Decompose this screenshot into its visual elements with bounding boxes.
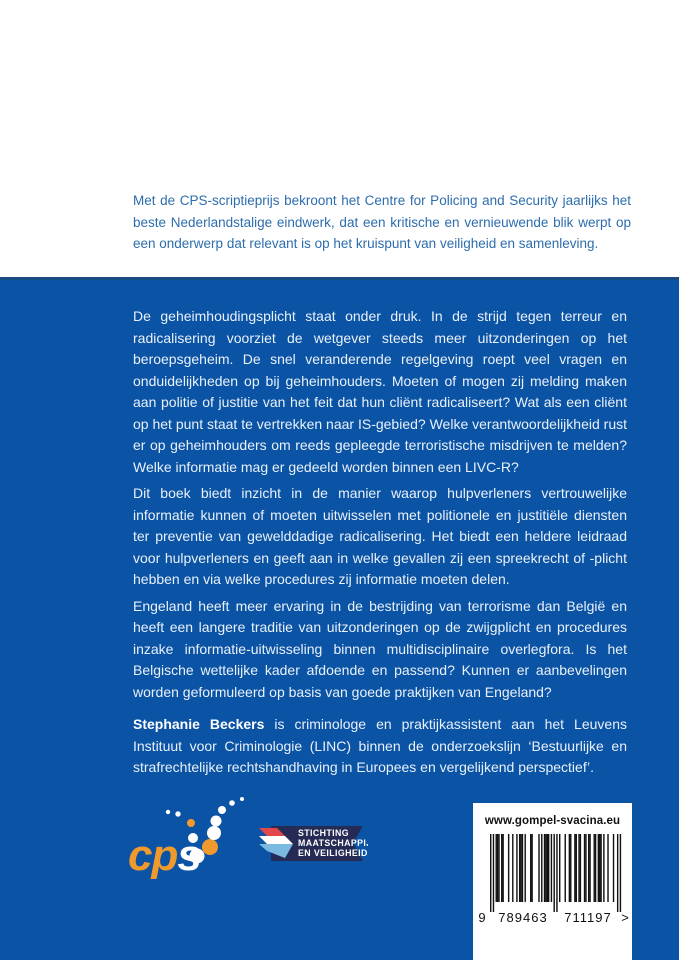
svg-text:>: > [621,910,629,925]
svg-text:789463: 789463 [498,910,548,925]
author-bio-text: is criminologe en praktijkassistent aan het Leuvens Instituut voor Criminologie (LINC) binnen de onderzoekslijn ‘Bestuurlijke en strafrechtelijke rechtshandhaving in Europees en vergelijkend perspectief’. [133,716,627,775]
synopsis-paragraph-1: De geheimhoudingsplicht staat onder druk. In de strijd tegen terreur en radicalisering voorziet de wetgever steeds meer uitzonderingen op het beroepsgeheim. De snel veranderende regelgeving roept veel vragen en onduidelijkheden op bij geheimhouders. Moeten of mogen zij melding maken aan politie of justitie van het feit dat hun cliënt radicaliseert? Wat als een cliënt op het punt staat te vertrekken naar IS-gebied? Welke verantwoordelijkheid rust er op geheimhouders om reeds gepleegde terroristische misdrijven te melden? Welke informatie mag er gedeeld worden binnen een LIVC-R? [133,308,627,475]
barcode-bars [490,834,621,912]
award-blurb: Met de CPS-scriptieprijs bekroont het Centre for Policing and Security jaarlijks het beste Nederlandstalige eindwerk, dat een kritische en vernieuwende blik werpt op een onderwerp dat relevant is op het kruispunt van veiligheid en samenleving. [133,193,631,251]
svg-text:711197: 711197 [564,910,612,925]
synopsis-paragraph-2: Dit boek biedt inzicht in de manier waarop hulpverleners vertrouwelijke informatie kunnen of moeten uitwisselen met politionele en justitiële diensten ter preventie van gewelddadige radicalisering. Het biedt een heldere leidraad voor hulpverleners en geeft aan in welke gevallen zij een spreekrecht of -plicht hebben en via welke procedures zij informatie moeten delen. [133,485,627,587]
cps-wordmark: cps [128,831,201,880]
synopsis-text [133,306,627,784]
ean13-barcode-icon [473,832,632,926]
svg-text:EN VEILIGHEID: EN VEILIGHEID [298,848,368,858]
isbn-barcode-panel [473,803,632,960]
barcode-digits [478,910,628,925]
svg-text:STICHTING: STICHTING [298,828,350,838]
smv-logo [256,820,368,875]
svg-text:MAATSCHAPPIJ: MAATSCHAPPIJ [298,838,368,848]
author-bio [133,714,627,779]
publisher-url: www.gompel-svacina.eu [484,815,621,827]
smv-logo-graphic [256,820,368,870]
svg-text:9: 9 [478,910,486,925]
author-name: Stephanie Beckers [133,716,265,732]
synopsis-paragraph-3: Engeland heeft meer ervaring in de bestrijding van terrorisme dan België en heeft een langere traditie van uitzonderingen op de zwijgplicht en procedures inzake informatie-uitwisseling binnen multidisciplinaire overlegfora. Is het Belgische wettelijke kader afdoende en passend? Kunnen er aanbevelingen worden geformuleerd op basis van goede praktijken van Engeland? [133,597,627,700]
